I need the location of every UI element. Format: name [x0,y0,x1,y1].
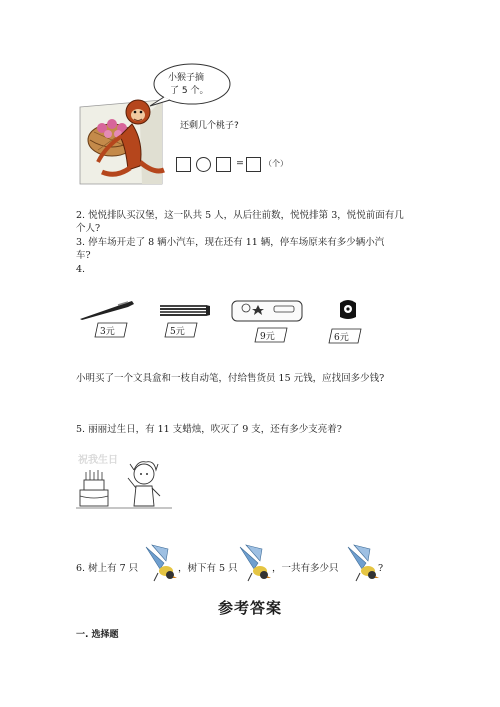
price-tag-pencil-case [254,327,288,343]
problem5-question: 5. 丽丽过生日，有 11 支蜡烛，吹灭了 9 支，还有多少支亮着? [76,424,342,435]
pencil-case-icon [230,298,304,324]
answer-box-1[interactable] [176,157,191,172]
pencil-bundle-icon [158,302,210,318]
problem4-question: 小明买了一个文具盒和一枝自动笔，付给售货员 15 元钱，应找回多少钱? [76,373,385,384]
faded-caption: 祝我生日 [78,455,118,466]
pencil-case-image [230,298,304,324]
answer-box-2[interactable] [216,157,231,172]
answer-box-3[interactable] [246,157,261,172]
price-label-pencils: 5元 [170,327,185,337]
price-tag-pen [94,322,128,338]
sharpener-icon [336,297,360,321]
birthday-illustration [74,452,174,518]
price-label-sharpener: 6元 [334,333,349,343]
sharpener-image [336,297,360,321]
operator-circle[interactable] [196,157,211,172]
mechanical-pen-image [78,297,138,321]
problem2-line2: 个人? [76,223,101,234]
price-tag-sharpener [328,328,362,344]
price-label-pencil-case: 9元 [260,332,275,342]
answers-title: 参考答案 [217,599,282,617]
problem2-line1: 2. 悦悦排队买汉堡，这一队共 5 人，从后往前数，悦悦排第 3，悦悦前面有几 [76,210,404,221]
price-tag-pencils [164,322,198,338]
problem6-part2: ，树下有 5 只 [178,563,238,574]
peaches-question: 还剩几个桃子? [180,121,239,131]
birthday-girl-graphic [74,452,174,518]
problem4-number: 4. [76,264,86,275]
bird-icon [142,543,178,583]
bird-icon [236,543,272,583]
problem6-part4: ? [378,563,384,574]
price-label-pen: 3元 [100,327,115,337]
problem3-line1: 3. 停车场开走了 8 辆小汽车，现在还有 11 辆，停车场原来有多少辆小汽 [76,237,385,248]
bird-image-1 [142,543,178,583]
equals-sign: = [236,158,244,169]
answers-section-heading: 一. 选择题 [76,630,119,640]
problem6-part3: ，一共有多少只 [272,563,339,574]
problem6-part1: 6. 树上有 7 只 [76,563,139,574]
bird-icon [344,543,380,583]
speech-bubble-line1: 小猴子摘 [168,73,205,83]
bird-image-2 [236,543,272,583]
pen-icon [78,297,138,321]
speech-bubble-line2: 了 5 个。 [170,86,209,96]
problem3-line2: 车? [76,250,91,261]
pencils-image [158,302,210,318]
bird-image-3 [344,543,380,583]
unit-label: （个） [264,159,288,168]
